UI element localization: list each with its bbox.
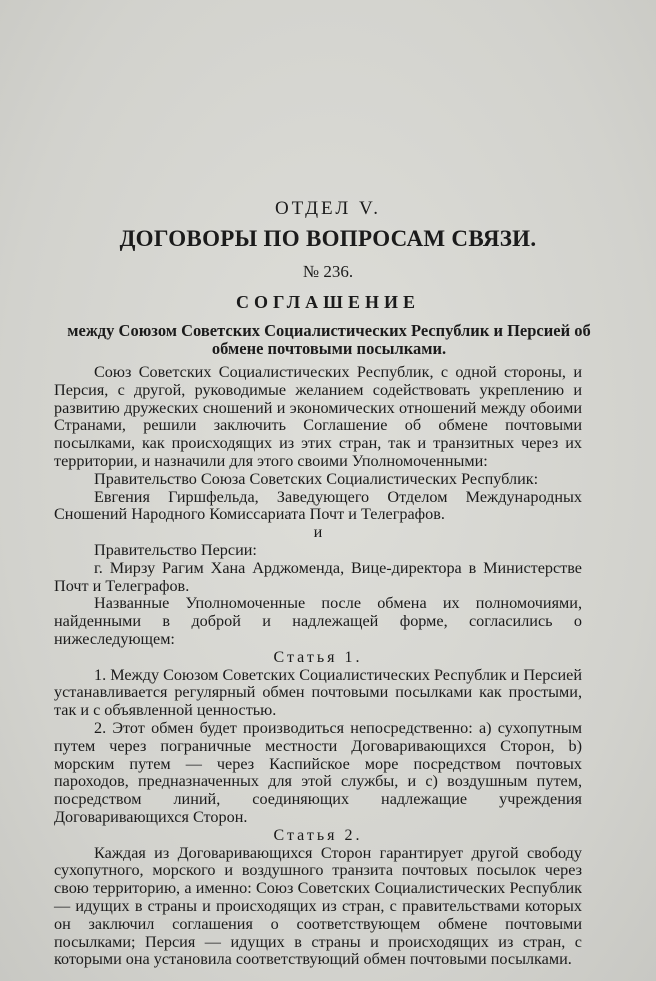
document-number: № 236. <box>302 262 354 281</box>
conjunction-and: и <box>313 523 323 542</box>
document-type: СОГЛАШЕНИЕ <box>236 292 420 312</box>
preamble-paragraph: Союз Советских Социалистических Республик, с одной стороны, и Персия, с другой, руководимые желанием содействовать укреплению и развитию дружеских сношений и экономических отношений между обоими Странами, решили заключить Соглашение об обмене почтовыми посылками, как происходящих из этих стран, так и транзитных через их территории, и назначили для этого своими Уполномоченными: <box>54 363 582 470</box>
article-1-heading: Статья 1. <box>273 648 363 666</box>
article-2-paragraph-1: Каждая из Договаривающихся Сторон гарантирует другой свободу сухопутного, морского и воздушного транзита почтовых посылок через свою территорию, а именно: Союз Советских Социалистических Республик — идущих в страны и происходящих из стран, с правительствами которых он заключил соглашения о соответствующем обмене почтовыми посылками; Персия — идущих в страны и происходящих из стран, с которыми она установила соответствующий обмен почтовыми посылками. <box>54 843 582 969</box>
document-body <box>54 364 582 969</box>
agreement-paragraph: Названные Уполномоченные после обмена их полномочиями, найденными в доброй и надлежащей форме, согласились о нижеследующем: <box>54 594 582 648</box>
persia-delegate: г. Мирзу Рагим Хана Арджоменда, Вице-директора в Министерстве Почт и Телеграфов. <box>54 558 582 595</box>
persia-government-label: Правительство Персии: <box>94 540 257 559</box>
section-title: ДОГОВОРЫ ПО ВОПРОСАМ СВЯЗИ. <box>119 226 537 251</box>
article-1-paragraph-1: 1. Между Союзом Советских Социалистических Республик и Персией устанавливается регулярный обмен почтовыми посылками как простыми, так и с объявленной ценностью. <box>54 665 582 720</box>
section-heading: ОТДЕЛ V. <box>274 198 382 219</box>
article-1-paragraph-2: 2. Этот обмен будет производиться непосредственно: a) сухопутным путем через пограничные местности Договаривающихся Сторон, b) морским путем — через Каспийское море посредством почтовых пароходов, предназначенных для этой службы, и c) воздушным путем, посредством линий, соединяющих надлежащие учреждения Договаривающихся Сторон. <box>54 718 582 826</box>
ussr-government-label: Правительство Союза Советских Социалистических Республик: <box>94 469 539 488</box>
article-2-heading: Статья 2. <box>273 826 363 844</box>
ussr-delegate: Евгения Гиршфельда, Заведующего Отделом Международных Сношений Народного Комиссариата Почт и Телеграфов. <box>54 487 582 524</box>
document-subtitle: между Союзом Советских Социалистических Республик и Персией об обмене почтовыми посылками. <box>67 321 591 358</box>
